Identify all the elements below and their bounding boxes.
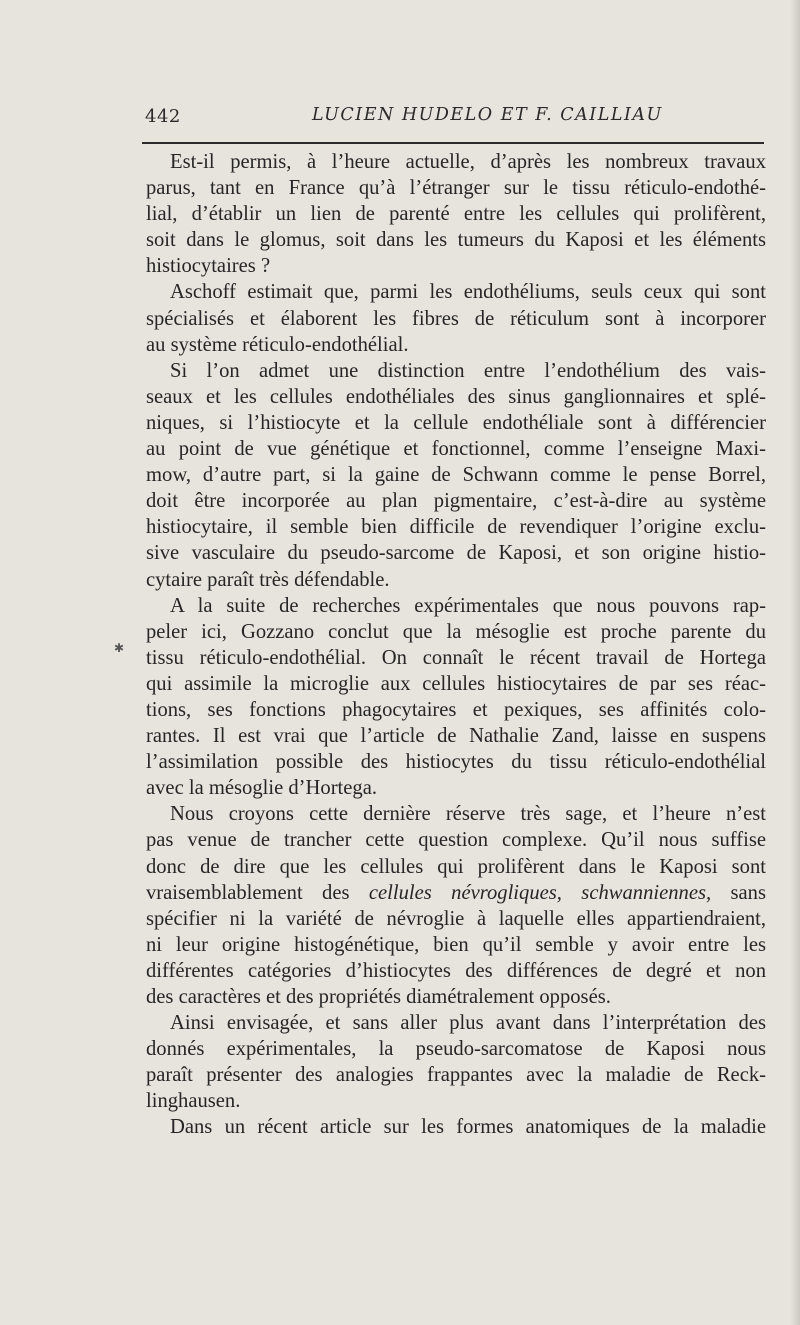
page-number: 442 [145,106,181,127]
italic-term: cellules névrogliques, schwanniennes, [368,881,712,904]
text-line: l’assimilation possible des histiocytes du tissu réticulo-endothélial [146,751,766,774]
text-line: parus, tant en France qu’à l’étranger sur le tissu réticulo-endothé- [146,177,766,200]
header-rule [142,142,764,144]
text-line: pas venue de trancher cette question complexe. Qu’il nous suffise [146,829,766,852]
text-line: spécifier ni la variété de névroglie à laquelle elles appartiendraient, [146,907,766,930]
text-line: au point de vue génétique et fonctionnel, comme l’enseigne Maxi- [146,438,766,461]
page-header [142,102,764,132]
text-line: paraît présenter des analogies frappantes avec la maladie de Reck- [146,1064,766,1087]
text-line: histiocytaires ? [146,255,271,278]
text-line: rantes. Il est vrai que l’article de Nathalie Zand, laisse en suspens [146,725,766,748]
text-line: tions, ses fonctions phagocytaires et pexiques, ses affinités colo- [146,698,766,721]
text-line: peler ici, Gozzano conclut que la mésoglie est proche parente du [146,620,766,643]
text-line: avec la mésoglie d’Hortega. [146,777,378,800]
text-line: sive vasculaire du pseudo-sarcome de Kaposi, et son origine histio- [146,542,766,565]
text-line: Si l’on admet une distinction entre l’endothélium des vais- [170,359,766,382]
text-line [146,880,766,906]
running-head: LUCIEN HUDELO ET F. CAILLIAU [312,105,663,125]
text-line: cytaire paraît très défendable. [146,568,390,591]
text-line: linghausen. [146,1090,241,1113]
text-line: histiocytaire, il semble bien difficile de revendiquer l’origine exclu- [146,516,766,539]
text-line: Dans un récent article sur les formes anatomiques de la maladie [170,1116,766,1139]
text-line: donnés expérimentales, la pseudo-sarcomatose de Kaposi nous [146,1038,766,1061]
text-line: A la suite de recherches expérimentales que nous pouvons rap- [170,594,766,617]
text-line: soit dans le glomus, soit dans les tumeurs du Kaposi et les éléments [146,229,766,252]
text-line: différentes catégories d’histiocytes des différences de degré et non [146,959,766,982]
body-text [146,149,766,1141]
text-segment: sans [711,881,766,904]
text-line: doit être incorporée au plan pigmentaire, c’est-à-dire au système [146,490,766,513]
text-line: Est-il permis, à l’heure actuelle, d’après les nombreux travaux [170,151,766,173]
text-segment: vraisemblablement des [146,881,369,904]
text-line: au système réticulo-endothélial. [146,333,409,356]
text-line: Aschoff estimait que, parmi les endothéliums, seuls ceux qui sont [170,281,766,304]
text-line: Ainsi envisagée, et sans aller plus avant dans l’interprétation des [170,1012,766,1035]
text-line: donc de dire que les cellules qui prolifèrent dans le Kaposi sont [146,855,766,878]
text-line: seaux et les cellules endothéliales des sinus ganglionnaires et splé- [146,385,766,408]
text-line: tissu réticulo-endothélial. On connaît le récent travail de Hortega [146,646,766,669]
text-line: qui assimile la microglie aux cellules histiocytaires de par ses réac- [146,672,766,695]
text-line: spécialisés et élaborent les fibres de réticulum sont à incorporer [146,307,766,330]
text-line: niques, si l’histiocyte et la cellule endothéliale sont à différencier [146,411,766,434]
page-edge-shadow [790,0,800,1325]
text-line: mow, d’autre part, si la gaine de Schwann comme le pense Borrel, [146,464,766,487]
text-line: des caractères et des propriétés diamétralement opposés. [146,986,611,1008]
text-line: Nous croyons cette dernière réserve très sage, et l’heure n’est [170,803,766,826]
text-line: lial, d’établir un lien de parenté entre les cellules qui prolifèrent, [146,203,766,226]
text-line: ni leur origine histogénétique, bien qu’il semble y avoir entre les [146,933,766,956]
margin-mark: ✱ [114,641,125,655]
